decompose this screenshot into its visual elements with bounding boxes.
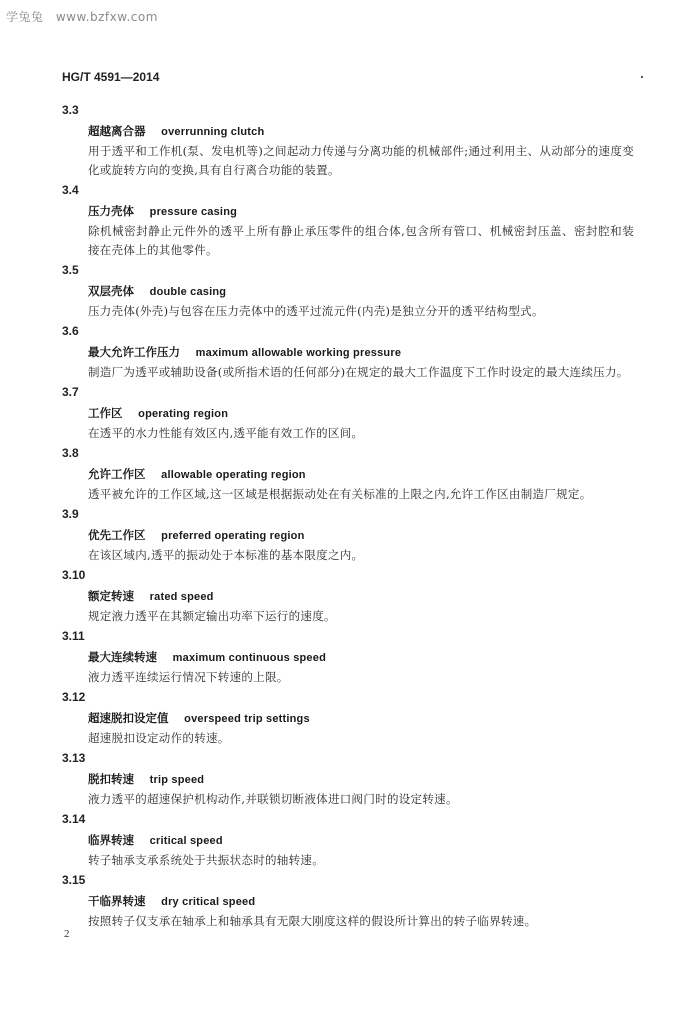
clause-number: 3.9	[62, 507, 79, 521]
clause	[62, 443, 634, 504]
clause	[62, 504, 634, 565]
clause	[62, 382, 634, 443]
term-english: pressure casing	[149, 206, 238, 218]
page-number: 2	[64, 928, 70, 940]
term-english: preferred operating region	[161, 530, 305, 542]
term-chinese: 超速脱扣设定值	[88, 711, 169, 725]
term-line	[62, 464, 634, 485]
clause-number: 3.4	[62, 183, 79, 197]
clause	[62, 748, 634, 809]
term-chinese: 双层壳体	[88, 284, 134, 298]
clause-number: 3.5	[62, 263, 79, 277]
term-line	[62, 708, 634, 729]
term-line	[62, 769, 634, 790]
terms-list	[62, 100, 634, 931]
term-chinese: 临界转速	[88, 833, 134, 847]
watermark-url: www.bzfxw.com	[55, 10, 158, 24]
clause	[62, 565, 634, 626]
term-chinese: 脱扣转速	[88, 772, 134, 786]
clause-number: 3.11	[62, 629, 85, 643]
term-definition: 除机械密封静止元件外的透平上所有静止承压零件的组合体,包含所有管口、机械密封压盖、密封腔和装接在壳体上的其他零件。	[88, 224, 634, 257]
term-definition: 规定液力透平在其额定输出功率下运行的速度。	[88, 609, 336, 623]
term-definition: 转子轴承支承系统处于共振状态时的轴转速。	[88, 853, 324, 867]
term-line	[62, 891, 634, 912]
watermark-site-name: 学兔兔	[6, 10, 44, 24]
term-english: critical speed	[149, 835, 223, 847]
clause	[62, 260, 634, 321]
clause-number: 3.8	[62, 446, 79, 460]
term-chinese: 额定转速	[88, 589, 134, 603]
clause	[62, 626, 634, 687]
clause	[62, 100, 634, 180]
clause-number: 3.15	[62, 873, 86, 887]
term-line	[62, 525, 634, 546]
term-chinese: 压力壳体	[88, 204, 134, 218]
term-line	[62, 586, 634, 607]
term-english: overspeed trip settings	[184, 713, 310, 725]
term-chinese: 干临界转速	[88, 894, 146, 908]
clause	[62, 809, 634, 870]
term-english: maximum allowable working pressure	[195, 347, 402, 359]
term-chinese: 优先工作区	[88, 528, 146, 542]
term-english: double casing	[149, 286, 227, 298]
corner-dot	[641, 76, 643, 78]
term-english: rated speed	[149, 591, 214, 603]
clause-number: 3.12	[62, 690, 86, 704]
term-english: trip speed	[149, 774, 205, 786]
term-chinese: 允许工作区	[88, 467, 146, 481]
clause	[62, 180, 634, 260]
clause-number: 3.14	[62, 812, 86, 826]
term-line	[62, 281, 634, 302]
term-definition: 超速脱扣设定动作的转速。	[88, 731, 230, 745]
term-definition: 在该区域内,透平的振动处于本标准的基本限度之内。	[88, 548, 364, 562]
term-definition: 按照转子仅支承在轴承上和轴承具有无限大刚度这样的假设所计算出的转子临界转速。	[88, 914, 537, 928]
term-definition: 透平被允许的工作区域,这一区域是根据振动处在有关标准的上限之内,允许工作区由制造厂规定。	[88, 487, 592, 501]
standard-code: HG/T 4591—2014	[62, 70, 160, 84]
clause	[62, 321, 634, 382]
clause-number: 3.7	[62, 385, 79, 399]
term-definition: 液力透平的超速保护机构动作,并联锁切断液体进口阀门时的设定转速。	[88, 792, 458, 806]
term-definition: 用于透平和工作机(泵、发电机等)之间起动力传递与分离功能的机械部件;通过利用主、从动部分的速度变化或旋转方向的变换,具有自行离合功能的装置。	[88, 144, 634, 177]
term-definition: 在透平的水力性能有效区内,透平能有效工作的区间。	[88, 426, 364, 440]
clause-number: 3.10	[62, 568, 86, 582]
term-english: maximum continuous speed	[172, 652, 326, 664]
term-definition: 压力壳体(外壳)与包容在压力壳体中的透平过流元件(内壳)是独立分开的透平结构型式。	[88, 304, 544, 318]
term-line	[62, 201, 634, 222]
term-chinese: 最大连续转速	[88, 650, 157, 664]
term-english: allowable operating region	[161, 469, 306, 481]
term-english: overrunning clutch	[161, 126, 265, 138]
term-chinese: 超越离合器	[88, 124, 146, 138]
term-line	[62, 647, 634, 668]
term-line	[62, 830, 634, 851]
term-definition: 液力透平连续运行情况下转速的上限。	[88, 670, 289, 684]
term-definition: 制造厂为透平或辅助设备(或所指术语的任何部分)在规定的最大工作温度下工作时设定的最大连续压力。	[88, 365, 629, 379]
clause-number: 3.3	[62, 103, 79, 117]
clause-number: 3.6	[62, 324, 79, 338]
clause-number: 3.13	[62, 751, 86, 765]
term-line	[62, 403, 634, 424]
clause	[62, 870, 634, 931]
term-english: dry critical speed	[161, 896, 256, 908]
clause	[62, 687, 634, 748]
term-line	[62, 121, 634, 142]
term-chinese: 工作区	[88, 406, 123, 420]
term-chinese: 最大允许工作压力	[88, 345, 180, 359]
term-line	[62, 342, 634, 363]
watermark	[6, 8, 166, 25]
term-english: operating region	[138, 408, 229, 420]
